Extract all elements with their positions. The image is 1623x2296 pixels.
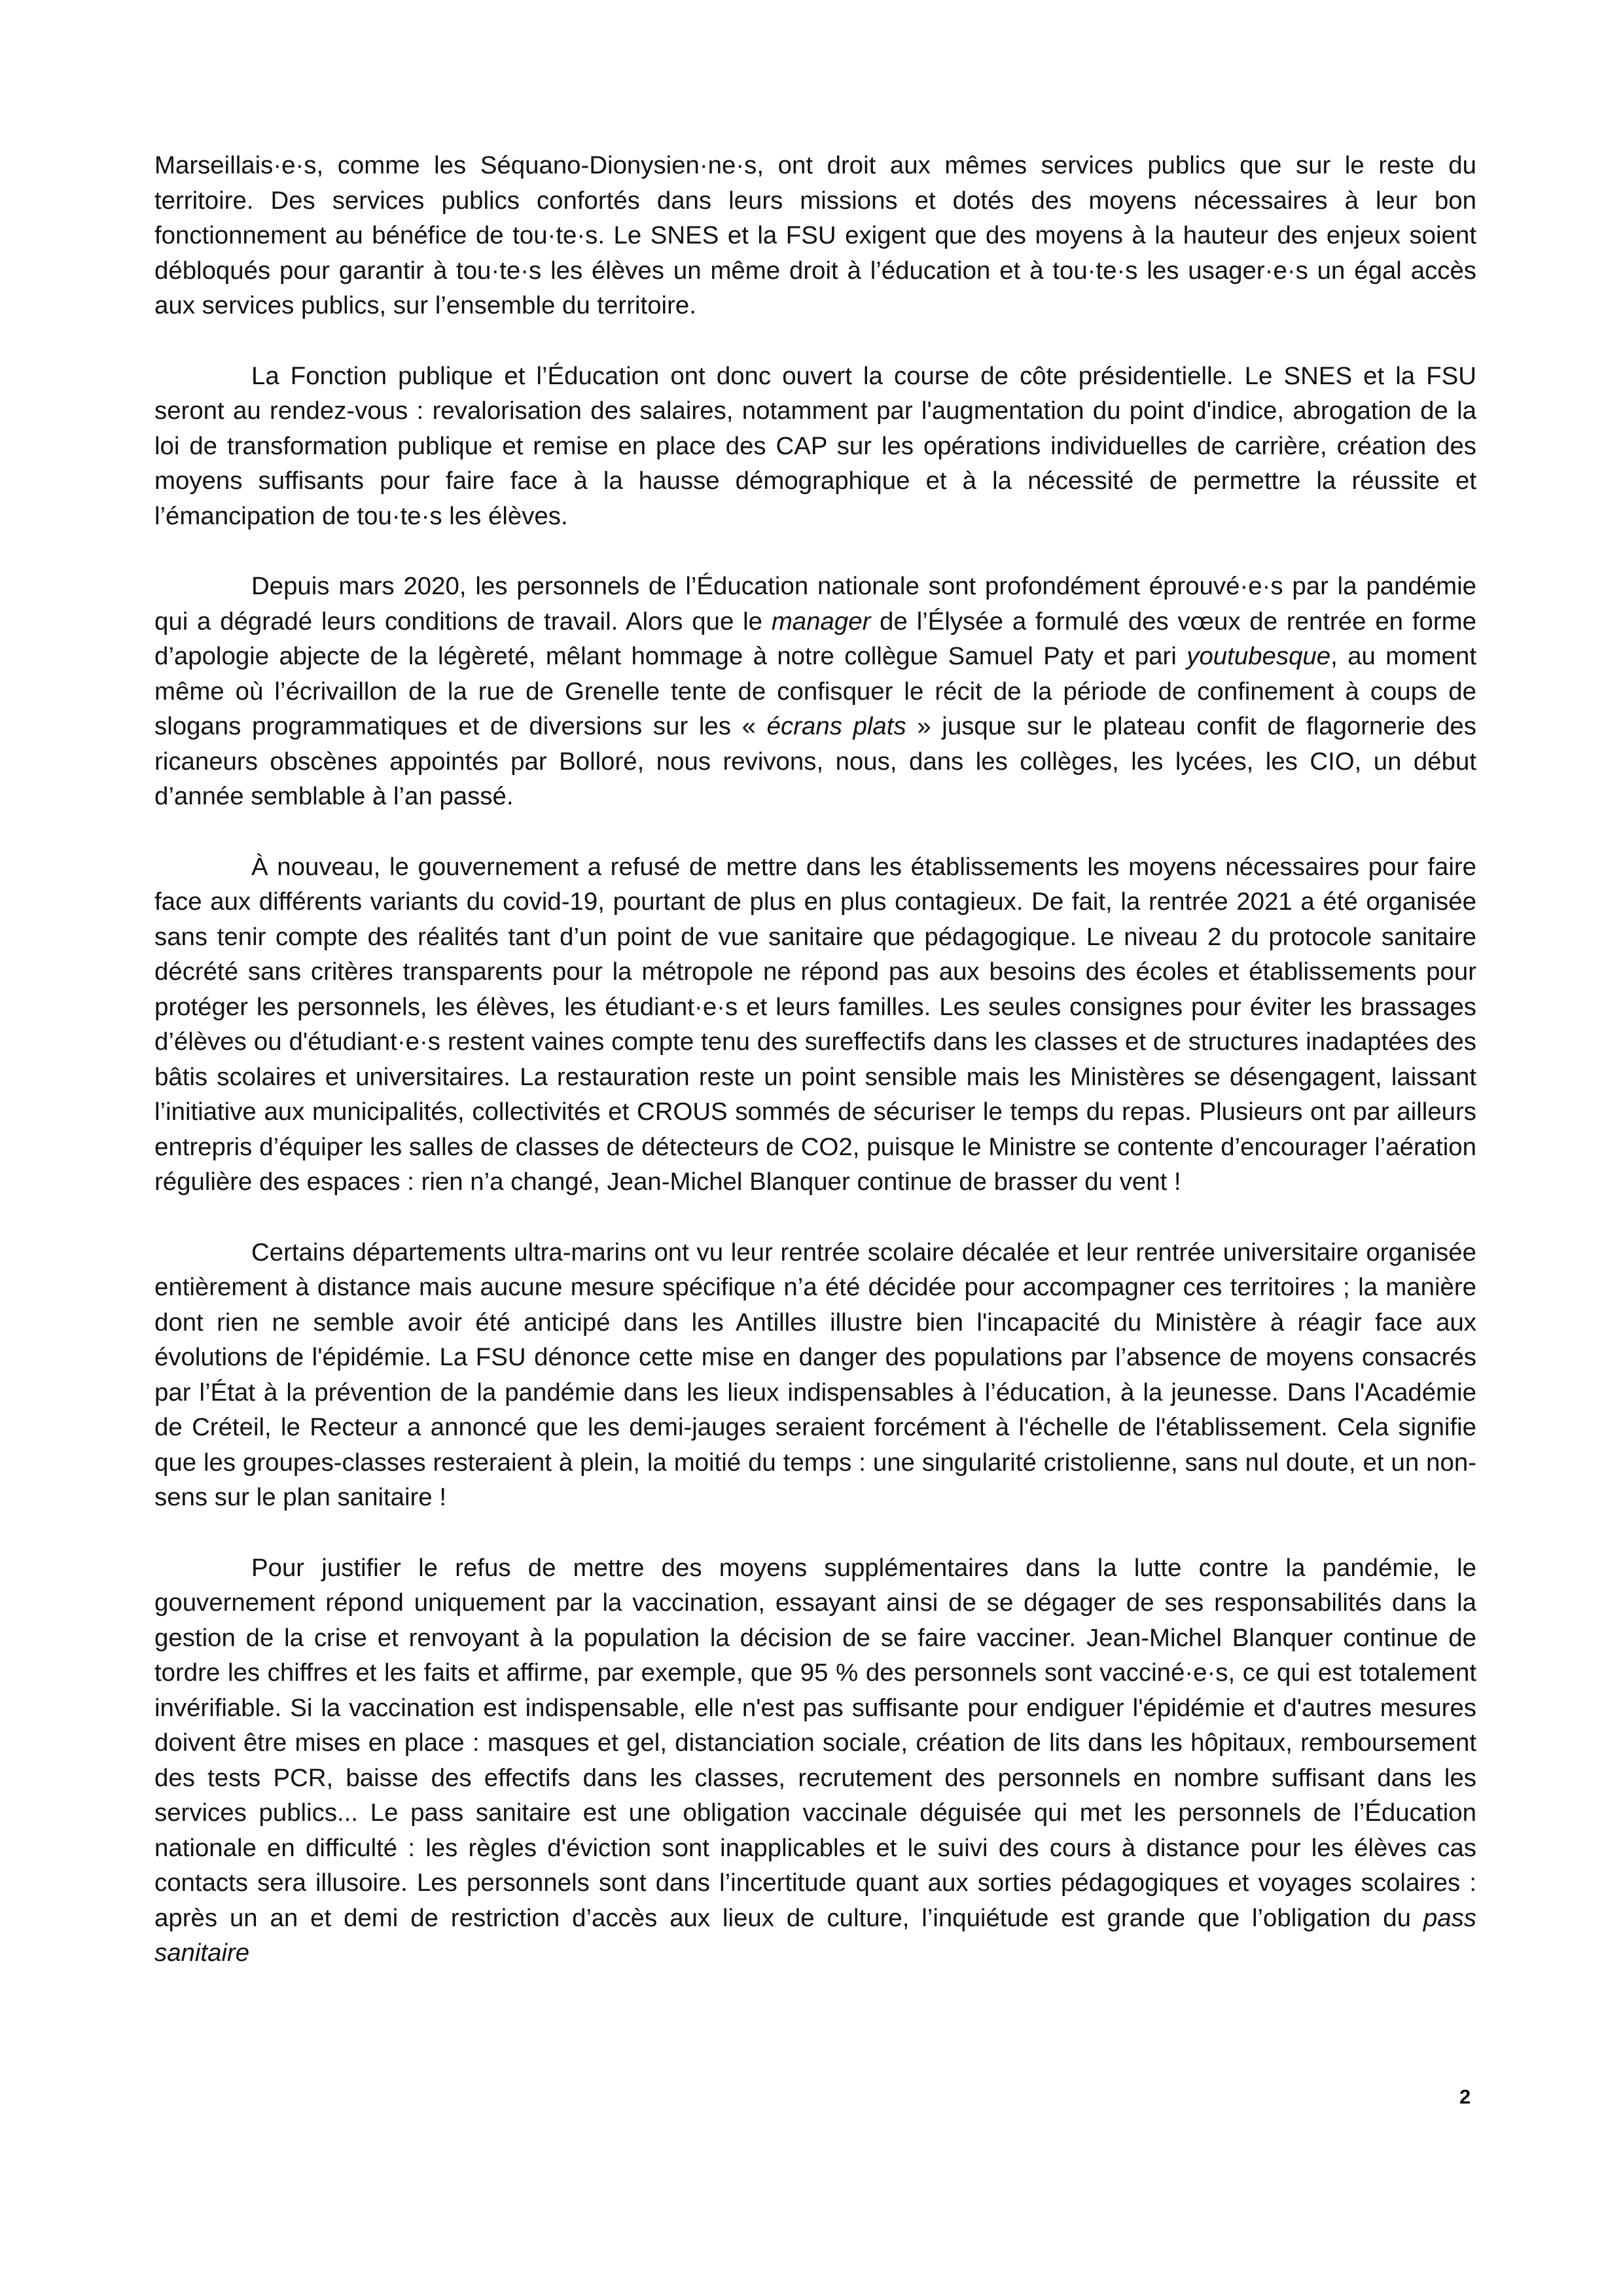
text-segment: Pour justifier le refus de mettre des moyens supplémentaires dans la lutte contre la pandémie, le gouvernement répond uniquement par la vaccination, essayant ainsi de se dégager de ses responsabilités dans la gestion de la crise et renvoyant à la population la décision de se faire vacciner. Jean-Michel Blanquer continue de tordre les chiffres et les faits et affirme, par exemple, que 95 % des personnels sont vacciné·e·s, ce qui est totalement invérifiable. Si la vaccination est indispensable, elle n'est pas suffisante pour endiguer l'épidémie et d'autres mesures doivent être mises en place : masques et gel, distanciation sociale, création de lits dans les hôpitaux, remboursement des tests PCR, baisse des effectifs dans les classes, recrutement des personnels en nombre suffisant dans les services publics... Le pass sanitaire est une obligation vaccinale déguisée qui met les personnels de l’Éducation nationale en difficulté : les règles d'éviction sont inapplicables et le suivi des cours à distance pour les élèves cas contacts sera illusoire. Les personnels sont dans l’incertitude quant aux sorties pédagogiques et voyages scolaires : après un an et demi de restriction d’accès aux lieux de culture, l’inquiétude est grande que l’obligation du <box>154 1553 1476 1932</box>
italic-text-segment: manager <box>771 607 871 636</box>
page-number: 2 <box>1459 2085 1471 2108</box>
text-segment: La Fonction publique et l’Éducation ont donc ouvert la course de côte présidentielle. Le SNES et la FSU seront au rendez-vous : revalorisation des salaires, notamment par l'augmentation du point d'indice, abrogation de la loi de transformation publique et remise en place des CAP sur les opérations individuelles de carrière, création des moyens suffisants pour faire face à la hausse démographique et à la nécessité de permettre la réussite et l’émancipation de tou·te·s les élèves. <box>154 361 1476 530</box>
text-segment: , au moment même où l’écrivaillon de la rue de Grenelle tente de confisquer le récit de la période de confinement à coups de slogans programmatiques et de diversions sur les « <box>154 642 1476 740</box>
text-segment: Marseillais·e·s, comme les Séquano-Dionysien·ne·s, ont droit aux mêmes services publics que sur le reste du territoire. Des services publics confortés dans leurs missions et dotés des moyens nécessaires à leur bon fonctionnement au bénéfice de tou·te·s. Le SNES et la FSU exigent que des moyens à la hauteur des enjeux soient débloqués pour garantir à tou·te·s les élèves un même droit à l’éducation et à tou·te·s les usager·e·s un égal accès aux services publics, sur l’ensemble du territoire. <box>154 151 1476 319</box>
document-body <box>154 148 1476 1971</box>
text-segment: Depuis mars 2020, les personnels de l’Éducation nationale sont profondément éprouvé·e·s par la pandémie qui a dégradé leurs conditions de travail. Alors que le <box>154 572 1476 636</box>
paragraph-gap <box>154 1515 1476 1551</box>
text-segment: » jusque sur le plateau confit de flagornerie des ricaneurs obscènes appointés par Bolloré, nous revivons, nous, dans les collèges, les lycées, les CIO, un début d’année semblable à l’an passé. <box>154 712 1476 810</box>
paragraph-depuis-mars-2020 <box>154 569 1476 814</box>
paragraph-gap <box>154 814 1476 850</box>
text-segment: À nouveau, le gouvernement a refusé de mettre dans les établissements les moyens nécessaires pour faire face aux différents variants du covid-19, pourtant de plus en plus contagieux. De fait, la rentrée 2021 a été organisée sans tenir compte des réalités tant d’un point de vue sanitaire que pédagogique. Le niveau 2 du protocole sanitaire décrété sans critères transparents pour la métropole ne répond pas aux besoins des écoles et établissements pour protéger les personnels, les élèves, les étudiant·e·s et leurs familles. Les seules consignes pour éviter les brassages d’élèves ou d'étudiant·e·s restent vaines compte tenu des sureffectifs dans les classes et de structures inadaptées des bâtis scolaires et universitaires. La restauration reste un point sensible mais les Ministères se désengagent, laissant l’initiative aux municipalités, collectivités et CROUS sommés de sécuriser le temps du repas. Plusieurs ont par ailleurs entrepris d’équiper les salles de classes de détecteurs de CO2, puisque le Ministre se contente d’encourager l’aération régulière des espaces : rien n’a changé, Jean-Michel Blanquer continue de brasser du vent ! <box>154 852 1476 1196</box>
paragraph-gap <box>154 323 1476 359</box>
paragraph-services-publics <box>154 148 1476 323</box>
paragraph-a-nouveau <box>154 850 1476 1200</box>
italic-text-segment: écrans plats <box>766 712 906 740</box>
text-segment: Certains départements ultra-marins ont vu leur rentrée scolaire décalée et leur rentrée universitaire organisée entièrement à distance mais aucune mesure spécifique n’a été décidée pour accompagner ces territoires ; la manière dont rien ne semble avoir été anticipé dans les Antilles illustre bien l'incapacité du Ministère à réagir face aux évolutions de l'épidémie. La FSU dénonce cette mise en danger des populations par l’absence de moyens consacrés par l’État à la prévention de la pandémie dans les lieux indispensables à l’éducation, à la jeunesse. Dans l'Académie de Créteil, le Recteur a annoncé que les demi-jauges seraient forcément à l'échelle de l'établissement. Cela signifie que les groupes-classes resteraient à plein, la moitié du temps : une singularité cristolienne, sans nul doute, et un non-sens sur le plan sanitaire ! <box>154 1238 1476 1511</box>
italic-text-segment: youtubesque <box>1186 642 1331 670</box>
paragraph-vaccination <box>154 1551 1476 1971</box>
paragraph-gap <box>154 533 1476 569</box>
text-segment: de l’Élysée a formulé des vœux de rentrée en forme d’apologie abjecte de la légèreté, mêlant hommage à notre collègue Samuel Paty et pari <box>154 607 1476 670</box>
paragraph-course-presidentielle <box>154 359 1476 534</box>
paragraph-departements-ultra-marins <box>154 1235 1476 1515</box>
italic-text-segment: pass sanitaire <box>154 1903 1476 1967</box>
paragraph-gap <box>154 1200 1476 1235</box>
